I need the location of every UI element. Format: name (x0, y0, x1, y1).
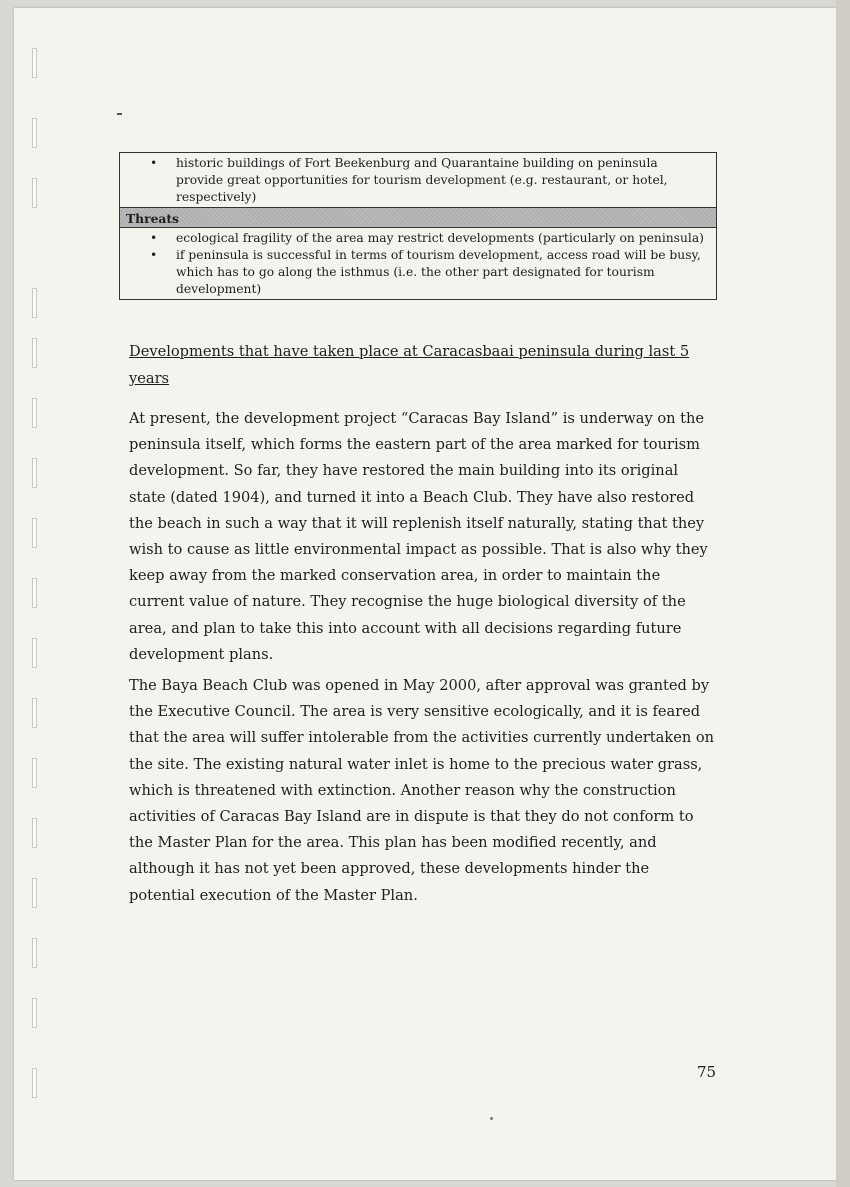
page-edge (836, 0, 850, 1187)
paragraph: The Baya Beach Club was opened in May 2000, after approval was granted by the Executive Council. The area is very sensitive ecologically, and it is feared that the area will suffer intolerable from the activities currently undertaken on the site. The existing natural water inlet is home to the precious water grass, which is threatened with extinction. Another reason why the construction activities of Caracas Bay Island are in dispute is that they do not conform to the Master Plan for the area. This plan has been modified recently, and although it has not yet been approved, these developments hinder the potential execution of the Master Plan. (129, 677, 715, 904)
scan-speck (490, 1117, 493, 1120)
page-number: 75 (697, 1063, 717, 1081)
threat-item: • ecological fragility of the area may restrict developments (particularly on peninsula) (128, 230, 708, 247)
threat-item: • if peninsula is successful in terms of tourism development, access road will be busy, which has to go along the isthmus (i.e. the other part designated for tourism development) (128, 247, 708, 298)
paragraph: At present, the development project “Caracas Bay Island” is underway on the peninsula itself, which forms the eastern part of the area marked for tourism development. So far, they have restored the main building into its original state (dated 1904), and turned it into a Beach Club. They have also restored the beach in such a way that it will replenish itself naturally, stating that they wish to cause as little environmental impact as possible. That is also why they keep away from the marked conservation area, in order to maintain the current value of nature. They recognise the huge biological diversity of the area, and plan to take this into account with all decisions regarding future development plans. (129, 410, 708, 663)
section-heading: Developments that have taken place at Caracasbaai peninsula during last 5 years (129, 343, 690, 387)
threats-header: Threats (120, 207, 716, 227)
threats-cell (120, 227, 716, 299)
opportunities-cell (120, 153, 716, 207)
swot-table (119, 152, 717, 300)
scan-speck (117, 113, 122, 115)
opportunity-item: • historic buildings of Fort Beekenburg and Quarantaine building on peninsula provide great opportunities for tourism development (e.g. restaurant, or hotel, respectively) (128, 155, 708, 206)
